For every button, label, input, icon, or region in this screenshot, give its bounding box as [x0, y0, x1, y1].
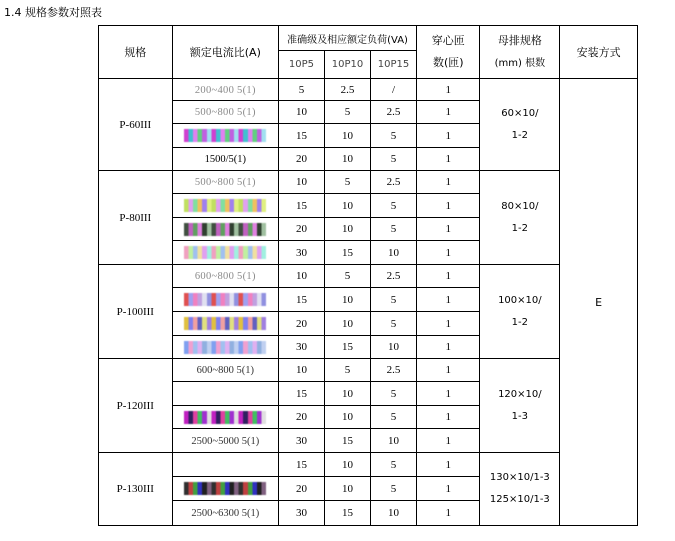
busbar-line1: 120×10/ — [498, 388, 542, 400]
burden-10p15-cell: 5 — [371, 148, 417, 171]
busbar-line1: 80×10/ — [501, 200, 539, 212]
rated-ratio-text: 2500~5000 5(1) — [191, 435, 260, 447]
header-burden: 准确级及相应额定负荷(VA) — [278, 26, 416, 51]
turns-cell: 1 — [417, 336, 480, 359]
burden-10p15-cell: 2.5 — [371, 101, 417, 124]
rated-ratio-text: 600~800 5(1) — [194, 271, 256, 282]
burden-10p15-cell: 5 — [371, 288, 417, 312]
turns-cell: 1 — [417, 406, 480, 429]
burden-10p15-cell: 5 — [371, 477, 417, 501]
burden-10p5-cell: 20 — [278, 312, 324, 336]
burden-10p15-cell: 5 — [371, 218, 417, 241]
blurred-ratio-image — [184, 341, 266, 354]
burden-10p5-cell: 30 — [278, 241, 324, 265]
burden-10p10-cell: 5 — [325, 101, 371, 124]
blurred-ratio-image — [184, 129, 266, 142]
rated-ratio-text: 1500/5(1) — [204, 154, 247, 165]
turns-cell: 1 — [417, 288, 480, 312]
burden-10p10-cell: 5 — [325, 359, 371, 382]
burden-10p15-cell: 5 — [371, 194, 417, 218]
rated-ratio-cell — [172, 288, 278, 312]
burden-10p10-cell: 2.5 — [325, 79, 371, 101]
burden-10p10-cell: 10 — [325, 312, 371, 336]
burden-10p10-cell: 10 — [325, 218, 371, 241]
burden-10p15-cell: 5 — [371, 382, 417, 406]
burden-10p5-cell: 20 — [278, 148, 324, 171]
turns-cell: 1 — [417, 241, 480, 265]
burden-10p15-cell: 10 — [371, 336, 417, 359]
burden-10p5-cell: 30 — [278, 429, 324, 453]
blurred-ratio-image — [184, 411, 266, 424]
header-rated-ratio: 额定电流比(A) — [172, 26, 278, 79]
burden-10p5-cell: 10 — [278, 265, 324, 288]
rated-ratio-text: 200~400 5(1) — [194, 84, 256, 96]
burden-10p15-cell: 2.5 — [371, 171, 417, 194]
turns-cell: 1 — [417, 312, 480, 336]
busbar-spec-cell — [480, 265, 560, 359]
burden-10p10-cell: 15 — [325, 501, 371, 526]
burden-10p5-cell: 10 — [278, 359, 324, 382]
burden-10p5-cell: 15 — [278, 194, 324, 218]
rated-ratio-cell — [172, 148, 278, 171]
table-row — [99, 453, 638, 477]
header-busbar — [480, 26, 560, 79]
rated-ratio-cell — [172, 312, 278, 336]
turns-cell: 1 — [417, 148, 480, 171]
burden-10p10-cell: 10 — [325, 477, 371, 501]
model-name: P-120III — [99, 359, 173, 453]
burden-10p10-cell: 15 — [325, 241, 371, 265]
busbar-line1: 60×10/ — [501, 107, 539, 119]
header-10p10: 10P10 — [325, 51, 371, 79]
turns-cell: 1 — [417, 359, 480, 382]
model-name: P-100III — [99, 265, 173, 359]
rated-ratio-cell — [172, 406, 278, 429]
turns-cell: 1 — [417, 124, 480, 148]
busbar-line1: 100×10/ — [498, 294, 542, 306]
burden-10p10-cell: 15 — [325, 429, 371, 453]
burden-10p10-cell: 10 — [325, 288, 371, 312]
burden-10p10-cell: 10 — [325, 382, 371, 406]
busbar-spec-cell — [480, 79, 560, 171]
turns-cell: 1 — [417, 477, 480, 501]
turns-cell: 1 — [417, 79, 480, 101]
table-row — [99, 265, 638, 288]
blurred-ratio-image — [184, 293, 266, 306]
rated-ratio-cell — [172, 101, 278, 124]
burden-10p10-cell: 10 — [325, 124, 371, 148]
header-install: 安装方式 — [560, 26, 638, 79]
busbar-line2: 1-2 — [511, 129, 529, 141]
rated-ratio-text: 500~800 5(1) — [194, 177, 256, 188]
burden-10p10-cell: 5 — [325, 171, 371, 194]
burden-10p15-cell: 2.5 — [371, 359, 417, 382]
turns-cell: 1 — [417, 382, 480, 406]
rated-ratio-cell — [172, 124, 278, 148]
turns-cell: 1 — [417, 218, 480, 241]
blurred-ratio-image — [184, 223, 266, 236]
blurred-ratio-image — [184, 199, 266, 212]
table-row — [99, 359, 638, 382]
burden-10p5-cell: 20 — [278, 406, 324, 429]
burden-10p10-cell: 10 — [325, 406, 371, 429]
rated-ratio-cell — [172, 218, 278, 241]
burden-10p5-cell: 30 — [278, 501, 324, 526]
turns-cell: 1 — [417, 453, 480, 477]
header-10p15: 10P15 — [371, 51, 417, 79]
burden-10p15-cell: 2.5 — [371, 265, 417, 288]
blurred-ratio-image — [184, 482, 266, 495]
burden-10p10-cell: 15 — [325, 336, 371, 359]
table-row — [99, 79, 638, 101]
rated-ratio-cell — [172, 79, 278, 101]
burden-10p10-cell: 10 — [325, 453, 371, 477]
rated-ratio-cell — [172, 171, 278, 194]
burden-10p15-cell: 10 — [371, 501, 417, 526]
rated-ratio-text: 500~800 5(1) — [194, 107, 256, 118]
rated-ratio-cell — [172, 429, 278, 453]
rated-ratio-cell — [172, 194, 278, 218]
burden-10p15-cell: 10 — [371, 429, 417, 453]
burden-10p5-cell: 10 — [278, 171, 324, 194]
busbar-line2: 1-3 — [511, 410, 529, 422]
header-busbar-line2: (mm) 根数 — [494, 57, 546, 69]
burden-10p15-cell: 5 — [371, 312, 417, 336]
burden-10p5-cell: 30 — [278, 336, 324, 359]
burden-10p15-cell: 5 — [371, 406, 417, 429]
burden-10p5-cell: 15 — [278, 382, 324, 406]
header-spec: 规格 — [99, 26, 173, 79]
burden-10p5-cell: 15 — [278, 453, 324, 477]
section-title: 1.4 规格参数对照表 — [4, 6, 102, 19]
burden-10p5-cell: 15 — [278, 124, 324, 148]
turns-cell: 1 — [417, 265, 480, 288]
burden-10p10-cell: 5 — [325, 265, 371, 288]
header-turns-line2: 数(匝) — [432, 56, 464, 69]
busbar-line2: 1-2 — [511, 222, 529, 234]
install-method-cell: E — [560, 79, 638, 526]
burden-10p15-cell: 10 — [371, 241, 417, 265]
header-turns — [417, 26, 480, 79]
burden-10p5-cell: 20 — [278, 218, 324, 241]
rated-ratio-cell — [172, 241, 278, 265]
turns-cell: 1 — [417, 501, 480, 526]
burden-10p15-cell: / — [371, 79, 417, 101]
table-row — [99, 171, 638, 194]
turns-cell: 1 — [417, 429, 480, 453]
rated-ratio-cell — [172, 501, 278, 526]
burden-10p5-cell: 20 — [278, 477, 324, 501]
header-turns-line1: 穿心匝 — [431, 34, 465, 47]
header-busbar-line1: 母排规格 — [497, 33, 542, 47]
burden-10p10-cell: 10 — [325, 194, 371, 218]
blurred-ratio-image — [184, 246, 266, 259]
busbar-line2: 125×10/1-3 — [489, 494, 550, 505]
burden-10p5-cell: 15 — [278, 288, 324, 312]
rated-ratio-cell — [172, 382, 278, 406]
turns-cell: 1 — [417, 194, 480, 218]
rated-ratio-cell — [172, 477, 278, 501]
rated-ratio-text: 2500~6300 5(1) — [191, 508, 260, 519]
model-name: P-80III — [99, 171, 173, 265]
rated-ratio-text: 600~800 5(1) — [196, 365, 254, 376]
burden-10p5-cell: 10 — [278, 101, 324, 124]
turns-cell: 1 — [417, 171, 480, 194]
rated-ratio-cell — [172, 265, 278, 288]
burden-10p5-cell: 5 — [278, 79, 324, 101]
busbar-spec-cell — [480, 453, 560, 526]
busbar-line2: 1-2 — [511, 316, 529, 328]
rated-ratio-cell — [172, 359, 278, 382]
rated-ratio-cell — [172, 453, 278, 477]
header-10p5: 10P5 — [278, 51, 324, 79]
burden-10p15-cell: 5 — [371, 453, 417, 477]
turns-cell: 1 — [417, 101, 480, 124]
spec-table-body — [99, 79, 638, 526]
model-name: P-60III — [99, 79, 173, 171]
burden-10p15-cell: 5 — [371, 124, 417, 148]
busbar-spec-cell — [480, 171, 560, 265]
blurred-ratio-image — [184, 317, 266, 330]
burden-10p10-cell: 10 — [325, 148, 371, 171]
busbar-line1: 130×10/1-3 — [489, 472, 550, 483]
busbar-spec-cell — [480, 359, 560, 453]
spec-table — [98, 25, 638, 526]
model-name: P-130III — [99, 453, 173, 526]
rated-ratio-cell — [172, 336, 278, 359]
